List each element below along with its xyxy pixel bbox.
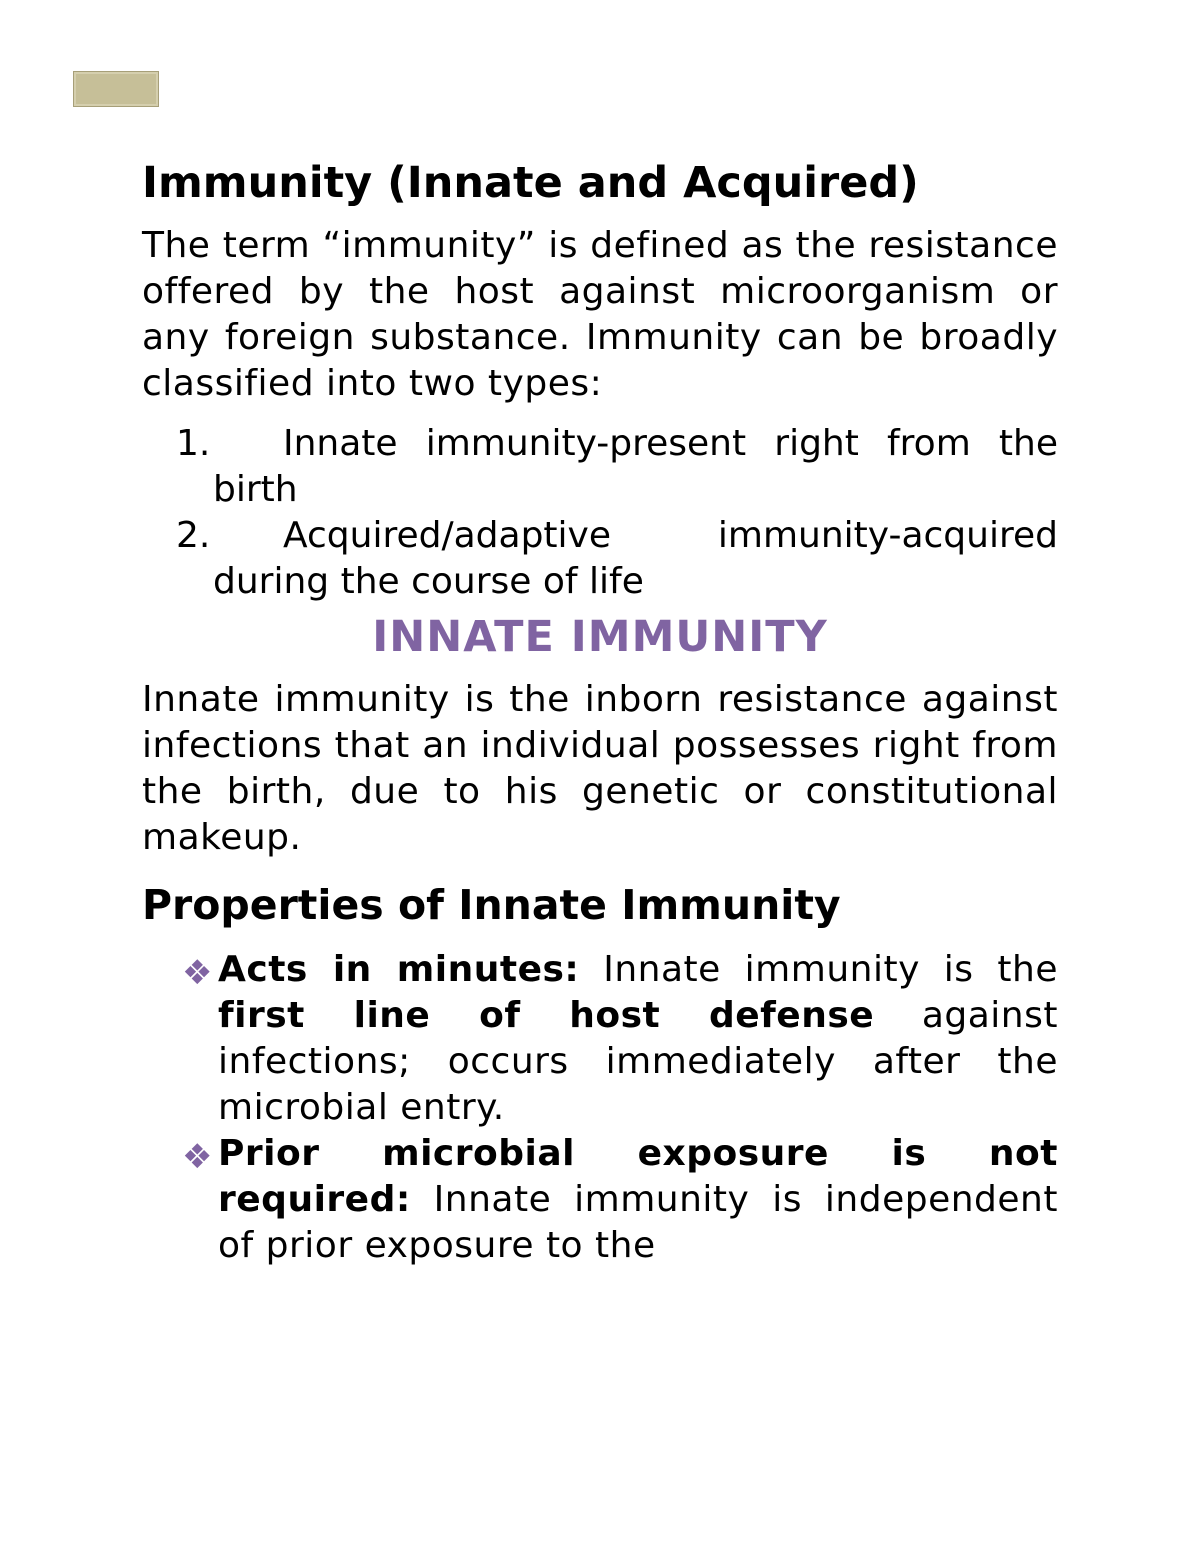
property-lead: Prior microbial exposure is not required:	[218, 1133, 1058, 1220]
properties-heading: Properties of Innate Immunity	[142, 881, 841, 929]
property-text	[218, 1131, 1058, 1269]
page-title: Immunity (Innate and Acquired)	[142, 158, 919, 208]
page-corner-tab	[73, 71, 159, 107]
intro-paragraph: The term “immunity” is defined as the resistance offered by the host against microorganism or any foreign substance. Immunity can be broadly classified into two types:	[142, 225, 1058, 404]
list-item	[142, 1131, 1058, 1269]
property-emphasis: first line of host defense	[218, 995, 875, 1036]
property-body: against infections; occurs immediately after the microbial entry.	[218, 995, 1058, 1128]
list-number: 1.	[176, 423, 211, 464]
diamond-bullet-icon: ❖	[182, 953, 213, 993]
list-item	[142, 421, 1058, 513]
diamond-bullet-icon: ❖	[182, 1137, 213, 1177]
list-item-text: Innate immunity-present right from the birth	[213, 423, 1058, 510]
list-item	[142, 513, 1058, 605]
document-body	[142, 155, 1058, 1269]
properties-list	[142, 947, 1058, 1269]
property-body: Innate immunity is the	[579, 949, 1058, 990]
list-item-text: Acquired/adaptive immunity-acquired during the course of life	[213, 515, 1058, 602]
list-number: 2.	[176, 515, 211, 556]
property-text	[218, 947, 1058, 1131]
property-lead: Acts in minutes:	[218, 949, 580, 990]
property-body: Innate immunity is independent of prior exposure to the	[218, 1179, 1058, 1266]
immunity-types-list	[142, 421, 1058, 605]
list-item	[142, 947, 1058, 1131]
innate-definition-paragraph: Innate immunity is the inborn resistance against infections that an individual possesses right from the birth, due to his genetic or constitutional makeup.	[142, 679, 1058, 858]
innate-immunity-heading: INNATE IMMUNITY	[372, 612, 828, 662]
